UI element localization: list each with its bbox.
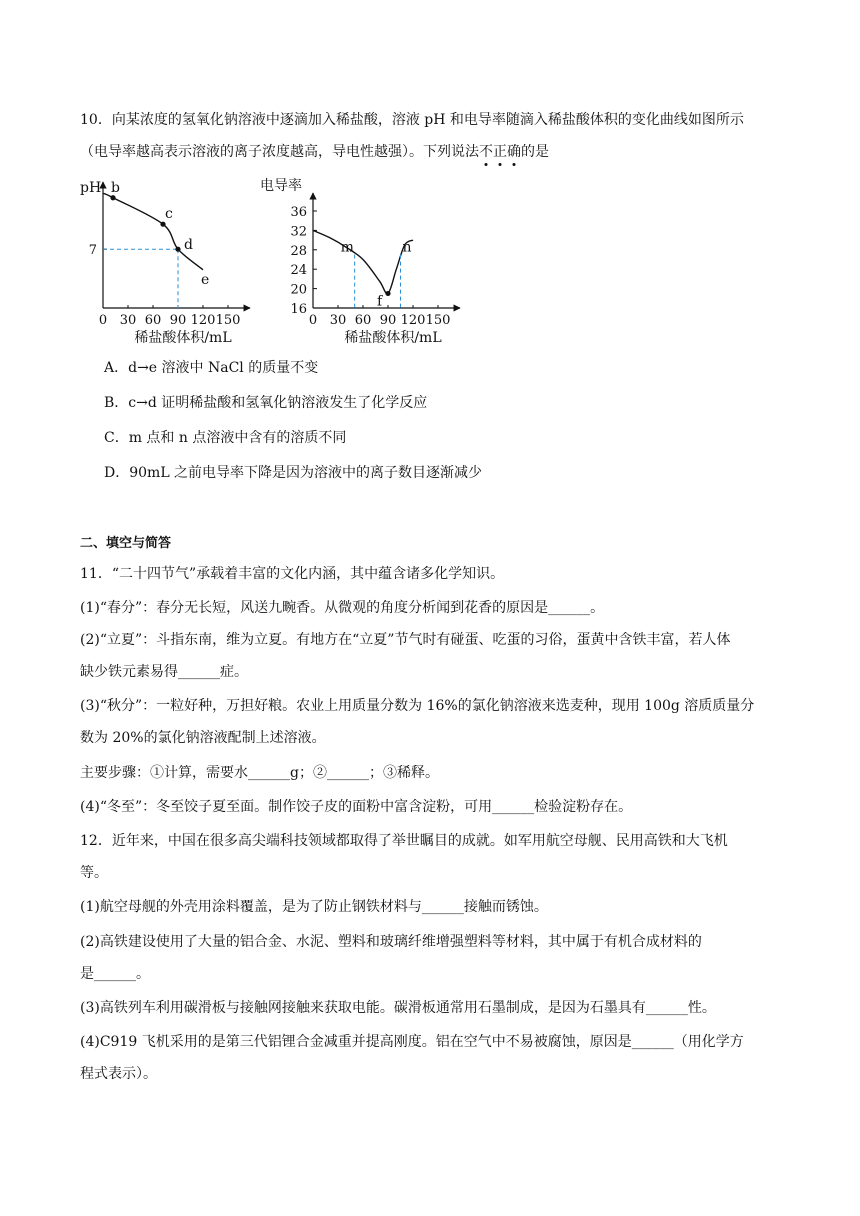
data-curve: [313, 230, 413, 293]
x-tick-label: 120: [400, 313, 426, 328]
x-tick-label: 60: [144, 313, 162, 328]
point-label-e: e: [201, 271, 210, 288]
q12-part3: (3)高铁列车利用碳滑板与接触网接触来获取电能。碳滑板通常用石墨制成，是因为石墨具有______性。: [80, 1000, 716, 1016]
emphasis-char: 正: [493, 144, 507, 160]
x-tick-label: 120: [190, 313, 216, 328]
q11-part3-steps: 主要步骤：①计算，需要水______g；②______；③稀释。: [80, 765, 439, 781]
q12-part1: (1)航空母舰的外壳用涂料覆盖，是为了防止钢铁材料与______接触而锈蚀。: [80, 899, 548, 915]
emphasis-char: 确: [507, 144, 521, 160]
point-label-d: d: [184, 237, 193, 254]
point-label-c: c: [165, 206, 173, 223]
y-tick-label: 32: [290, 224, 307, 240]
point-c: [160, 222, 165, 227]
section-heading: 二、填空与简答: [80, 536, 172, 551]
q11-part1: (1)“春分”：春分无长短，风送九畹香。从微观的角度分析闻到花香的原因是______。: [80, 600, 605, 616]
point-label-m: m: [340, 239, 354, 256]
q10-figures: [0, 165, 860, 355]
y-tick-label: 20: [290, 282, 307, 298]
x-tick-label: 90: [379, 313, 397, 328]
q11-part3-line2: 数为 20%的氯化钠溶液配制上述溶液。: [80, 730, 326, 746]
q12-part4-line1: (4)C919 飞机采用的是第三代铝锂合金减重并提高刚度。铝在空气中不易被腐蚀，原因是______（用化学方: [80, 1034, 744, 1050]
y-axis-label: pH: [80, 180, 102, 196]
x-axis-label: 稀盐酸体积/mL: [134, 330, 232, 346]
q12-part4-line2: 程式表示）。: [80, 1066, 157, 1082]
x-axis-label: 稀盐酸体积/mL: [344, 330, 442, 346]
ph-chart: [80, 180, 250, 346]
point-b: [110, 195, 115, 200]
q11-part4: (4)“冬至”：冬至饺子夏至面。制作饺子皮的面粉中富含淀粉，可用______检验淀粉存在。: [80, 799, 633, 815]
point-label-n: n: [402, 239, 412, 256]
y-tick-label: 7: [88, 243, 97, 259]
point-d: [175, 247, 180, 252]
x-tick-label: 150: [425, 313, 451, 328]
option-c[interactable]: C．m 点和 n 点溶液中含有的溶质不同: [104, 430, 347, 446]
q11-part2-line1: (2)“立夏”：斗指东南，维为立夏。有地方在“立夏”节气时有碰蛋、吃蛋的习俗，蛋黄中含铁丰富，若人体: [80, 632, 731, 648]
x-tick-label: 0: [98, 313, 108, 328]
q12-part2-line1: (2)高铁建设使用了大量的铝合金、水泥、塑料和玻璃纤维增强塑料等材料，其中属于有机合成材料的: [80, 934, 702, 950]
x-tick-label: 90: [169, 313, 187, 328]
q12-stem-line1: 12．近年来，中国在很多高尖端科技领域都取得了举世瞩目的成就。如军用航空母舰、民用高铁和大飞机: [80, 833, 728, 849]
q10-stem-line1: 10．向某浓度的氢氧化钠溶液中逐滴加入稀盐酸，溶液 pH 和电导率随滴入稀盐酸体积的变化曲线如图所示: [80, 112, 744, 128]
point-label-b: b: [111, 179, 120, 196]
option-b[interactable]: B．c→d 证明稀盐酸和氢氧化钠溶液发生了化学反应: [104, 395, 428, 411]
q11-part2-line2: 缺少铁元素易得______症。: [80, 664, 248, 680]
emphasis-char: 不: [479, 144, 493, 160]
q10-stem-part-b: 的是: [521, 144, 549, 160]
data-curve: [103, 193, 203, 269]
y-tick-label: 36: [290, 205, 307, 220]
q10-stem-line2: [80, 142, 549, 162]
q12-stem-line2: 等。: [80, 865, 108, 881]
y-axis-label: 电导率: [260, 178, 302, 194]
option-a[interactable]: A．d→e 溶液中 NaCl 的质量不变: [104, 360, 319, 376]
option-d[interactable]: D．90mL 之前电导率下降是因为溶液中的离子数目逐渐减少: [104, 465, 483, 481]
x-tick-label: 150: [215, 313, 241, 328]
q11-part3-line1: (3)“秋分”：一粒好种，万担好粮。农业上用质量分数为 16%的氯化钠溶液来选麦种，现用 100g 溶质质量分: [80, 698, 755, 714]
q10-stem-part-a: （电导率越高表示溶液的离子浓度越高，导电性越强）。下列说法: [80, 144, 479, 160]
point-label-f: f: [377, 293, 383, 310]
x-tick-label: 60: [354, 313, 372, 328]
x-tick-label: 30: [119, 313, 137, 328]
x-tick-label: 30: [329, 313, 347, 328]
q12-part2-line2: 是______。: [80, 966, 150, 982]
q11-stem: 11．“二十四节气”承载着丰富的文化内涵，其中蕴含诸多化学知识。: [80, 566, 505, 582]
point-f: [385, 291, 390, 296]
x-tick-label: 0: [308, 313, 318, 328]
conductivity-chart: [260, 177, 460, 346]
y-tick-label: 24: [290, 263, 307, 279]
y-tick-label: 28: [290, 243, 307, 259]
y-tick-label: 16: [290, 302, 307, 317]
